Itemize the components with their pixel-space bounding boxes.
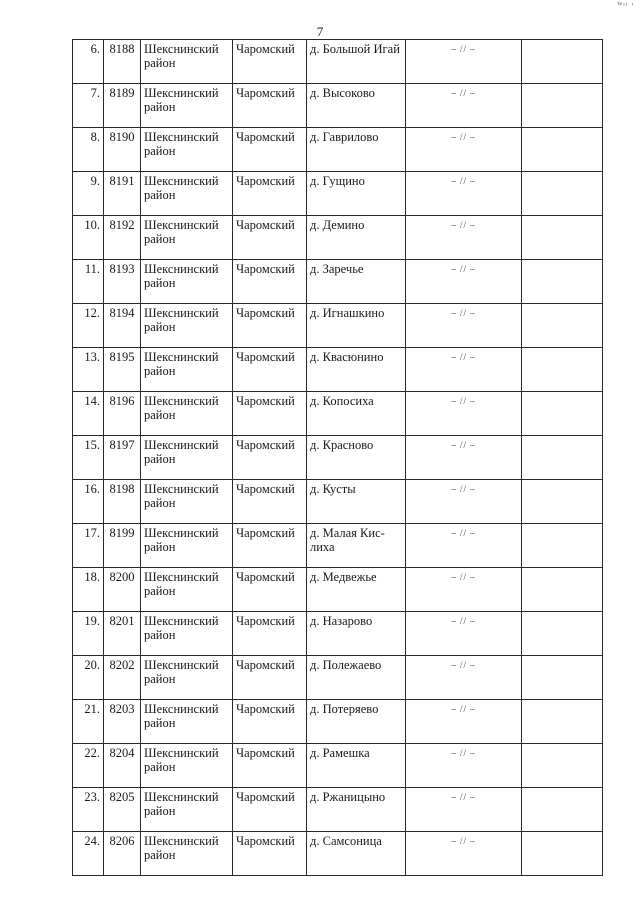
empty-cell <box>522 84 603 128</box>
ditto-mark: – // – <box>406 348 522 392</box>
table-row <box>73 436 603 480</box>
table-row <box>73 524 603 568</box>
settlement-cell: Чаромский <box>233 436 307 480</box>
empty-cell <box>522 480 603 524</box>
settlement-cell: Чаромский <box>233 480 307 524</box>
table-row <box>73 788 603 832</box>
row-number: 6. <box>73 40 104 84</box>
empty-cell <box>522 260 603 304</box>
ditto-mark: – // – <box>406 612 522 656</box>
ditto-mark: – // – <box>406 788 522 832</box>
place-cell: д. Полежаево <box>307 656 406 700</box>
table-row <box>73 260 603 304</box>
table-row <box>73 216 603 260</box>
object-id: 8201 <box>104 612 141 656</box>
table-row <box>73 172 603 216</box>
settlement-cell: Чаромский <box>233 172 307 216</box>
ditto-mark: – // – <box>406 392 522 436</box>
ditto-mark: – // – <box>406 524 522 568</box>
row-number: 20. <box>73 656 104 700</box>
place-cell: д. Гущино <box>307 172 406 216</box>
ditto-mark: – // – <box>406 436 522 480</box>
ditto-mark: – // – <box>406 832 522 876</box>
object-id: 8191 <box>104 172 141 216</box>
row-number: 11. <box>73 260 104 304</box>
ditto-mark: – // – <box>406 700 522 744</box>
place-cell: д. Гаврилово <box>307 128 406 172</box>
row-number: 8. <box>73 128 104 172</box>
ditto-mark: – // – <box>406 304 522 348</box>
district-cell: Шекснинский район <box>141 128 233 172</box>
table-row <box>73 304 603 348</box>
district-cell: Шекснинский район <box>141 656 233 700</box>
page-number: 7 <box>316 24 324 39</box>
table-row <box>73 612 603 656</box>
empty-cell <box>522 172 603 216</box>
district-cell: Шекснинский район <box>141 788 233 832</box>
empty-cell <box>522 128 603 172</box>
district-cell: Шекснинский район <box>141 612 233 656</box>
object-id: 8188 <box>104 40 141 84</box>
place-cell: д. Кусты <box>307 480 406 524</box>
empty-cell <box>522 656 603 700</box>
object-id: 8197 <box>104 436 141 480</box>
district-cell: Шекснинский район <box>141 348 233 392</box>
settlement-cell: Чаромский <box>233 260 307 304</box>
empty-cell <box>522 744 603 788</box>
object-id: 8203 <box>104 700 141 744</box>
settlement-cell: Чаромский <box>233 744 307 788</box>
ditto-mark: – // – <box>406 84 522 128</box>
ditto-mark: – // – <box>406 260 522 304</box>
district-cell: Шекснинский район <box>141 260 233 304</box>
table-row <box>73 128 603 172</box>
ditto-mark: – // – <box>406 128 522 172</box>
empty-cell <box>522 40 603 84</box>
table-row <box>73 84 603 128</box>
settlement-cell: Чаромский <box>233 568 307 612</box>
settlement-cell: Чаромский <box>233 128 307 172</box>
table-row <box>73 348 603 392</box>
table-row <box>73 832 603 876</box>
ditto-mark: – // – <box>406 216 522 260</box>
row-number: 7. <box>73 84 104 128</box>
table-row <box>73 744 603 788</box>
table-row <box>73 392 603 436</box>
district-cell: Шекснинский район <box>141 40 233 84</box>
row-number: 22. <box>73 744 104 788</box>
place-cell: д. Большой Игай <box>307 40 406 84</box>
object-id: 8206 <box>104 832 141 876</box>
place-cell: д. Рамешка <box>307 744 406 788</box>
ditto-mark: – // – <box>406 172 522 216</box>
ditto-mark: – // – <box>406 744 522 788</box>
settlement-cell: Чаромский <box>233 832 307 876</box>
district-cell: Шекснинский район <box>141 744 233 788</box>
settlement-cell: Чаромский <box>233 700 307 744</box>
object-id: 8205 <box>104 788 141 832</box>
object-id: 8196 <box>104 392 141 436</box>
table-row <box>73 700 603 744</box>
empty-cell <box>522 216 603 260</box>
empty-cell <box>522 524 603 568</box>
ditto-mark: – // – <box>406 40 522 84</box>
district-cell: Шекснинский район <box>141 568 233 612</box>
empty-cell <box>522 392 603 436</box>
district-cell: Шекснинский район <box>141 700 233 744</box>
place-cell: д. Самсоница <box>307 832 406 876</box>
object-id: 8199 <box>104 524 141 568</box>
place-cell: д. Ржаницыно <box>307 788 406 832</box>
row-number: 21. <box>73 700 104 744</box>
district-cell: Шекснинский район <box>141 480 233 524</box>
settlement-cell: Чаромский <box>233 392 307 436</box>
object-id: 8189 <box>104 84 141 128</box>
district-cell: Шекснинский район <box>141 304 233 348</box>
object-id: 8204 <box>104 744 141 788</box>
settlement-cell: Чаромский <box>233 612 307 656</box>
row-number: 10. <box>73 216 104 260</box>
place-cell: д. Малая Кис-лиха <box>307 524 406 568</box>
row-number: 16. <box>73 480 104 524</box>
district-cell: Шекснинский район <box>141 832 233 876</box>
object-id: 8202 <box>104 656 141 700</box>
row-number: 17. <box>73 524 104 568</box>
empty-cell <box>522 788 603 832</box>
empty-cell <box>522 348 603 392</box>
place-cell: д. Игнашкино <box>307 304 406 348</box>
row-number: 13. <box>73 348 104 392</box>
place-cell: д. Копосиха <box>307 392 406 436</box>
settlement-cell: Чаромский <box>233 656 307 700</box>
row-number: 18. <box>73 568 104 612</box>
object-id: 8190 <box>104 128 141 172</box>
row-number: 24. <box>73 832 104 876</box>
row-number: 19. <box>73 612 104 656</box>
district-cell: Шекснинский район <box>141 216 233 260</box>
object-id: 8195 <box>104 348 141 392</box>
empty-cell <box>522 436 603 480</box>
settlement-cell: Чаромский <box>233 84 307 128</box>
settlement-cell: Чаромский <box>233 40 307 84</box>
settlement-cell: Чаромский <box>233 216 307 260</box>
row-number: 23. <box>73 788 104 832</box>
empty-cell <box>522 304 603 348</box>
row-number: 14. <box>73 392 104 436</box>
table-row <box>73 480 603 524</box>
settlement-cell: Чаромский <box>233 304 307 348</box>
row-number: 15. <box>73 436 104 480</box>
settlement-cell: Чаромский <box>233 524 307 568</box>
district-cell: Шекснинский район <box>141 172 233 216</box>
corner-mark: ᵂᶦᶦ ᶦ <box>617 0 634 10</box>
row-number: 12. <box>73 304 104 348</box>
table-row <box>73 656 603 700</box>
place-cell: д. Красново <box>307 436 406 480</box>
object-id: 8200 <box>104 568 141 612</box>
place-cell: д. Высоково <box>307 84 406 128</box>
empty-cell <box>522 832 603 876</box>
place-cell: д. Квасюнино <box>307 348 406 392</box>
object-id: 8192 <box>104 216 141 260</box>
place-cell: д. Демино <box>307 216 406 260</box>
settlement-cell: Чаромский <box>233 788 307 832</box>
district-cell: Шекснинский район <box>141 392 233 436</box>
empty-cell <box>522 568 603 612</box>
place-cell: д. Заречье <box>307 260 406 304</box>
ditto-mark: – // – <box>406 656 522 700</box>
register-table <box>72 39 603 876</box>
place-cell: д. Назарово <box>307 612 406 656</box>
object-id: 8198 <box>104 480 141 524</box>
settlement-cell: Чаромский <box>233 348 307 392</box>
row-number: 9. <box>73 172 104 216</box>
place-cell: д. Потеряево <box>307 700 406 744</box>
object-id: 8194 <box>104 304 141 348</box>
ditto-mark: – // – <box>406 480 522 524</box>
place-cell: д. Медвежье <box>307 568 406 612</box>
empty-cell <box>522 700 603 744</box>
empty-cell <box>522 612 603 656</box>
district-cell: Шекснинский район <box>141 436 233 480</box>
table-row <box>73 568 603 612</box>
district-cell: Шекснинский район <box>141 524 233 568</box>
table-row <box>73 40 603 84</box>
object-id: 8193 <box>104 260 141 304</box>
register-table-body <box>73 40 603 876</box>
ditto-mark: – // – <box>406 568 522 612</box>
district-cell: Шекснинский район <box>141 84 233 128</box>
